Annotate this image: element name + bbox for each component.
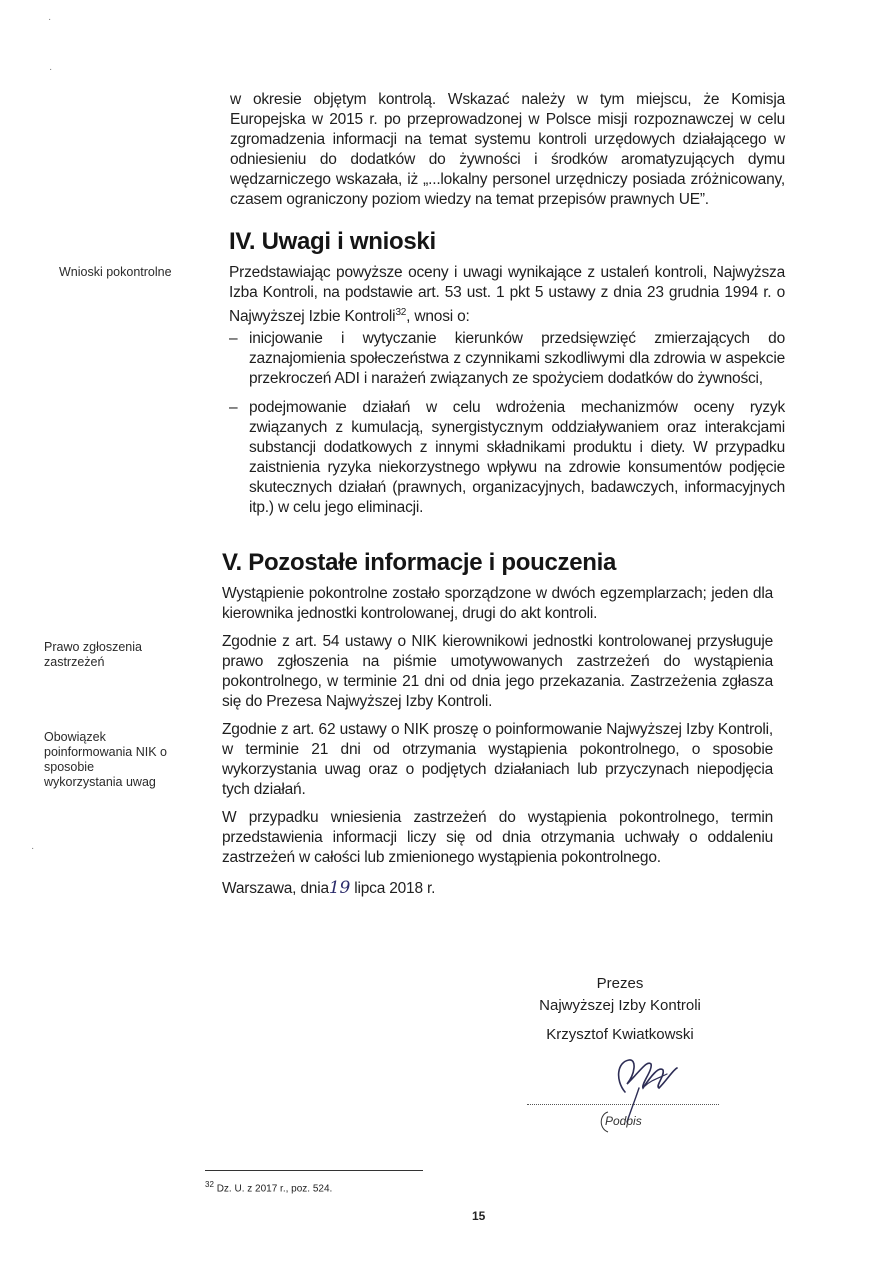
date-line bbox=[222, 878, 773, 899]
signature-line bbox=[527, 1104, 719, 1105]
footnote-separator bbox=[205, 1170, 423, 1171]
list-item bbox=[229, 329, 785, 389]
footnote-number: 32 bbox=[205, 1180, 214, 1189]
section-4-intro-text: Przedstawiając powyższe oceny i uwagi wynikające z ustaleń kontroli, Najwyższa Izba Kontroli, na podstawie art. 53 ust. 1 pkt 5 ustawy z dnia 23 grudnia 1994 r. o Najwyższej Izbie Kontroli bbox=[229, 264, 785, 326]
signature-title: Prezes bbox=[596, 975, 644, 992]
section-5-paragraph: Zgodnie z art. 54 ustawy o NIK kierownikowi jednostki kontrolowanej przysługuje prawo zgłoszenia na piśmie umotywowanych zastrzeżeń do wystąpienia pokontrolnego, w terminie 21 dni od dnia jego przekazania. Zastrzeżenia zgłasza się do Prezesa Najwyższej Izby Kontroli. bbox=[222, 633, 773, 710]
list-item bbox=[229, 398, 785, 518]
bullet-text: podejmowanie działań w celu wdrożenia mechanizmów oceny ryzyk związanych z kumulacją, synergistycznym oddziaływaniem oraz interakcjami substancji dodatkowych z innymi składnikami produktu i diety. W przypadku zaistnienia ryzyka niekorzystnego wpływu na zdrowie konsumentów podjęcie skutecznych działań (prawnych, organizacyjnych, badawczych, informacyjnych itp.) w celu jego eliminacji. bbox=[249, 399, 785, 517]
intro-paragraph: w okresie objętym kontrolą. Wskazać należy w tym miejscu, że Komisja Europejska w 2015 r. po przeprowadzonej w Polsce misji rozpoznawczej w celu zgromadzenia informacji na temat systemu kontroli urzędowych działającego w odniesieniu do dodatków do żywności i środków aromatyzujących dymu wędzarniczego wskazała, iż „...lokalny personel urzędniczy posiada zróżnicowany, czasem ograniczony poziom wiedzy na temat przepisów prawnych UE”. bbox=[230, 91, 785, 208]
section-4-heading: IV. Uwagi i wnioski bbox=[229, 228, 436, 255]
date-suffix: lipca 2018 r. bbox=[350, 880, 436, 897]
date-day: 19 bbox=[328, 878, 351, 898]
signature-name: Krzysztof Kwiatkowski bbox=[546, 1026, 694, 1043]
footnote-text: Dz. U. z 2017 r., poz. 524. bbox=[216, 1183, 333, 1195]
footnote-ref: 32 bbox=[395, 307, 407, 318]
section-4 bbox=[229, 227, 785, 518]
section-5-paragraph: Zgodnie z art. 62 ustawy o NIK proszę o poinformowanie Najwyższej Izby Kontroli, w terminie 21 dni od otrzymania wystąpienia pokontrolnego, o sposobie wykorzystania uwag oraz o podjętych działaniach lub przyczynach niepodjęcia tych działań. bbox=[222, 721, 773, 798]
section-4-intro bbox=[229, 263, 785, 327]
side-note-obowiazek: Obowiązek poinformowania NIK o sposobie wykorzystania uwag bbox=[44, 730, 167, 789]
bullet-dash: – bbox=[229, 330, 238, 348]
signature-institution: Najwyższej Izby Kontroli bbox=[539, 997, 701, 1014]
scan-artifact: · bbox=[48, 14, 52, 25]
page-number: 15 bbox=[472, 1209, 486, 1223]
section-5-heading: V. Pozostałe informacje i pouczenia bbox=[222, 549, 617, 576]
section-5-paragraph: W przypadku wniesienia zastrzeżeń do wystąpienia pokontrolnego, termin przedstawienia informacji liczy się od dnia otrzymania uchwały o oddaleniu zastrzeżeń w całości lub zmienionego wystąpienia pokontrolnego. bbox=[222, 809, 773, 866]
date-prefix: Warszawa, dnia bbox=[222, 880, 329, 897]
side-note-prawo: Prawo zgłoszenia zastrzeżeń bbox=[44, 640, 142, 669]
section-4-intro-suffix: , wnosi o: bbox=[406, 308, 470, 326]
section-5 bbox=[222, 548, 773, 899]
footnote bbox=[205, 1180, 332, 1194]
intro-block bbox=[230, 90, 785, 210]
signature-podpis-label: Podpis bbox=[605, 1114, 642, 1128]
scan-artifact: · bbox=[49, 64, 53, 75]
bullet-text: inicjowanie i wytyczanie kierunków przedsięwzięć zmierzających do zaznajomienia społeczeństwa z czynnikami szkodliwymi dla zdrowia w aspekcie przekroczeń ADI i narażeń związanych ze spożyciem dodatków do żywności, bbox=[249, 330, 785, 388]
scan-artifact: · bbox=[31, 843, 35, 854]
bullet-dash: – bbox=[229, 399, 238, 417]
section-5-paragraph: Wystąpienie pokontrolne zostało sporządzone w dwóch egzemplarzach; jeden dla kierownika jednostki kontrolowanej, drugi do akt kontroli. bbox=[222, 585, 773, 622]
side-note-wnioski: Wnioski pokontrolne bbox=[59, 265, 172, 279]
